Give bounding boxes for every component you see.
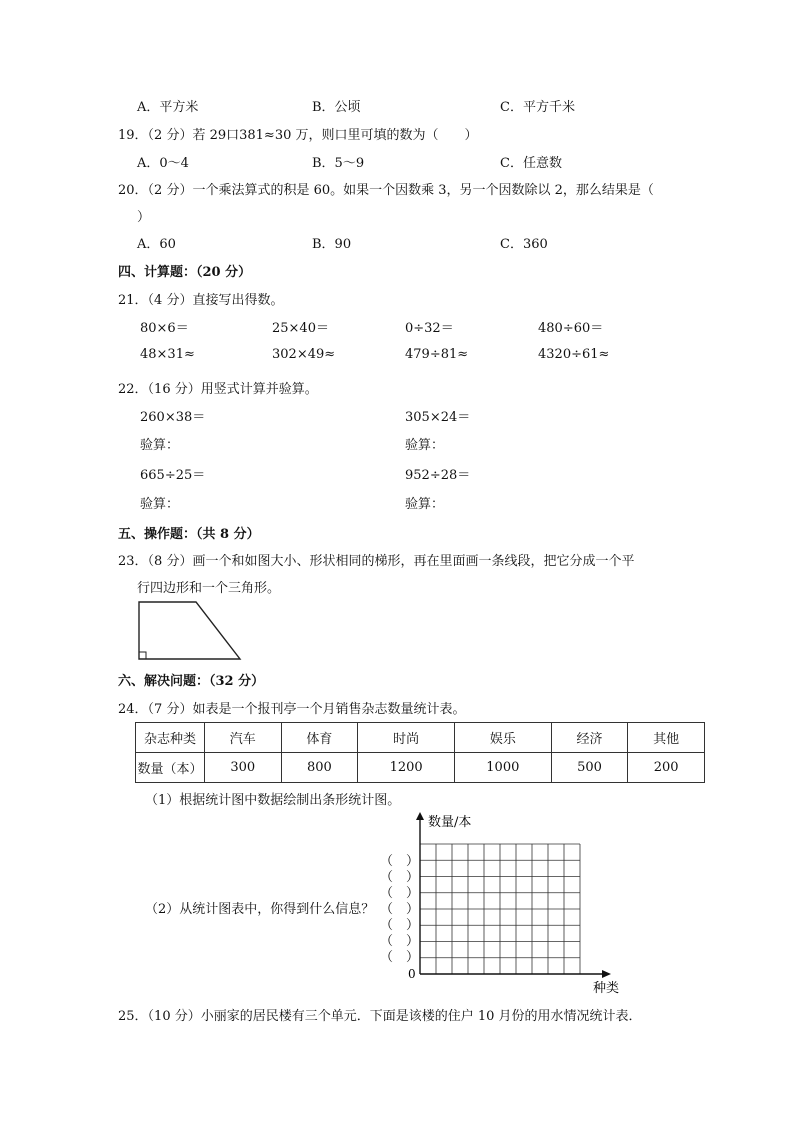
- q19-stem: 19．（2 分）若 29口381≈30 万，则口里可填的数为（ ）: [118, 128, 478, 143]
- right-angle-mark: [139, 652, 146, 659]
- axis-blank: （ ）: [380, 950, 420, 965]
- axis-blank: （ ）: [380, 870, 420, 885]
- q25-stem: 25．（10 分）小丽家的居民楼有三个单元．下面是该楼的住户 10 月份的用水情况统计表．: [118, 1009, 642, 1024]
- table-cell: 体育: [281, 723, 358, 753]
- q19-option-c: C．任意数: [500, 156, 562, 171]
- chart-grid: [420, 844, 580, 974]
- table-cell: 500: [551, 753, 628, 783]
- q18-option-c: C．平方千米: [500, 100, 575, 115]
- q19-option-b: B．5～9: [312, 156, 365, 171]
- q22-check-label: 验算：: [405, 497, 445, 512]
- x-axis-label: 种类: [593, 981, 620, 996]
- axis-blank: （ ）: [380, 886, 420, 901]
- blank-bar-chart: [400, 808, 620, 998]
- table-cell: 时尚: [358, 723, 455, 753]
- q23-stem-line2: 行四边形和一个三角形。: [137, 581, 281, 596]
- table-row: [136, 723, 705, 753]
- q24-stem: 24．（7 分）如表是一个报刊亭一个月销售杂志数量统计表。: [118, 702, 466, 717]
- table-cell: 800: [281, 753, 358, 783]
- q22-check-label: 验算：: [405, 438, 445, 453]
- y-axis-arrow-icon: [416, 812, 424, 820]
- axis-blank: （ ）: [380, 918, 420, 933]
- q18-option-b: B．公顷: [312, 100, 361, 115]
- q21-expr: 0÷32＝: [405, 321, 454, 336]
- section-6-title: 六、解决问题：（32 分）: [118, 674, 265, 689]
- section-5-title: 五、操作题：（共 8 分）: [118, 527, 260, 542]
- axis-blank: （ ）: [380, 902, 420, 917]
- q21-expr: 25×40＝: [272, 321, 329, 336]
- table-cell: 汽车: [205, 723, 282, 753]
- q18-option-a: A．平方米: [137, 100, 199, 115]
- y-axis-label: 数量/本: [428, 815, 472, 830]
- trapezoid-shape: [139, 602, 240, 659]
- trapezoid-figure: [136, 600, 246, 662]
- q23-stem-line1: 23．（8 分）画一个和如图大小、形状相同的梯形，再在里面画一条线段，把它分成一个平: [118, 554, 635, 569]
- q22-check-label: 验算：: [140, 497, 180, 512]
- table-cell: 经济: [551, 723, 628, 753]
- q20-stem-line1: 20．（2 分）一个乘法算式的积是 60。如果一个因数乘 3，另一个因数除以 2，那么结果是（: [118, 183, 654, 198]
- table-cell: 300: [205, 753, 282, 783]
- axis-blank: （ ）: [380, 854, 420, 869]
- q22-check-label: 验算：: [140, 438, 180, 453]
- origin-label: 0: [408, 967, 416, 981]
- q21-expr: 4320÷61≈: [538, 347, 610, 362]
- q19-option-a: A．0～4: [137, 156, 189, 171]
- q21-expr: 479÷81≈: [405, 347, 469, 362]
- q21-expr: 80×6＝: [140, 321, 189, 336]
- q21-expr: 302×49≈: [272, 347, 336, 362]
- table-cell: 200: [628, 753, 705, 783]
- table-cell: 其他: [628, 723, 705, 753]
- q20-stem-line2: ）: [137, 210, 151, 225]
- q22-expr-4: 952÷28＝: [405, 468, 471, 483]
- q24-sub1: （1）根据统计图中数据绘制出条形统计图。: [145, 793, 401, 808]
- q22-expr-1: 260×38＝: [140, 410, 206, 425]
- magazine-sales-table: [135, 722, 705, 783]
- table-cell: 1200: [358, 753, 455, 783]
- q21-stem: 21．（4 分）直接写出得数。: [118, 293, 284, 308]
- table-row: [136, 753, 705, 783]
- q21-expr: 480÷60＝: [538, 321, 604, 336]
- q22-stem: 22．（16 分）用竖式计算并验算。: [118, 382, 318, 397]
- q20-option-b: B．90: [312, 237, 352, 252]
- q24-sub2: （2）从统计图表中，你得到什么信息？: [145, 902, 375, 917]
- table-cell: 1000: [454, 753, 551, 783]
- table-value-label: 数量（本）: [136, 753, 205, 783]
- q21-expr: 48×31≈: [140, 347, 195, 362]
- table-header-label: 杂志种类: [136, 723, 205, 753]
- q22-expr-2: 305×24＝: [405, 410, 471, 425]
- q20-option-c: C．360: [500, 237, 548, 252]
- table-cell: 娱乐: [454, 723, 551, 753]
- x-axis-arrow-icon: [602, 970, 611, 978]
- section-4-title: 四、计算题：（20 分）: [118, 265, 252, 280]
- q22-expr-3: 665÷25＝: [140, 468, 206, 483]
- q20-option-a: A．60: [137, 237, 176, 252]
- axis-blank: （ ）: [380, 934, 420, 949]
